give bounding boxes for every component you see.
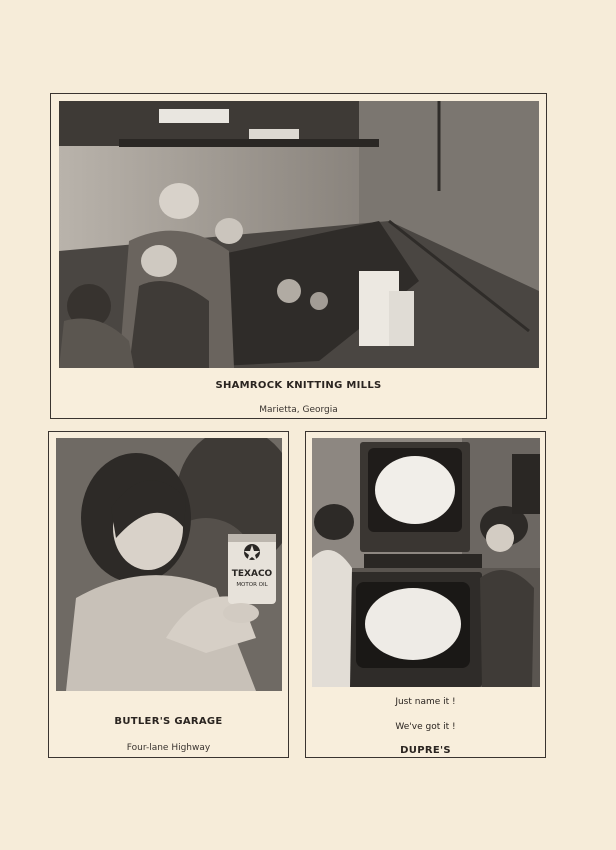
televisions-illustration [312, 438, 540, 687]
photo-women-with-televisions [312, 438, 540, 687]
knitting-mill-illustration [59, 101, 539, 368]
ad-dupres [305, 431, 546, 758]
dupre-slogan-line-2: We've got it ! [395, 722, 456, 732]
butler-business-name: BUTLER'S GARAGE [114, 716, 223, 727]
oil-can-subtitle: MOTOR OIL [236, 582, 268, 588]
dupre-business-name: DUPRE'S [400, 745, 451, 756]
shamrock-business-name: SHAMROCK KNITTING MILLS [215, 380, 382, 391]
dupre-slogan-line-1: Just name it ! [395, 697, 456, 707]
ad-butlers-garage [48, 431, 289, 758]
oil-can-brand: TEXACO [231, 569, 273, 579]
shamrock-location: Marietta, Georgia [259, 405, 338, 415]
photo-knitting-mill-workers [59, 101, 539, 368]
photo-woman-with-oil-can [56, 438, 282, 691]
ad-shamrock-knitting-mills [50, 93, 547, 419]
butler-location: Four-lane Highway [126, 743, 211, 753]
woman-oil-can-illustration [56, 438, 282, 691]
